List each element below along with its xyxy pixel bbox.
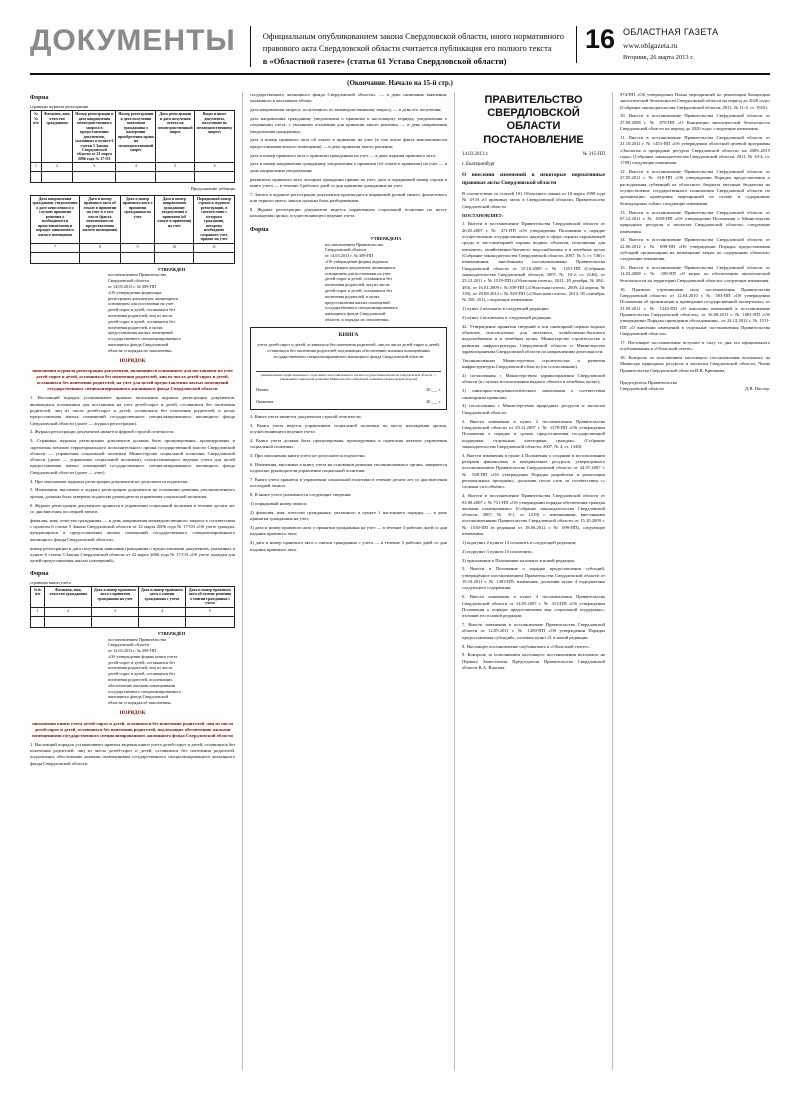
col2-approval-line-5: регистрации документов, являющихся (324, 264, 396, 270)
kniga-start-year: 20 ___ г. (426, 387, 441, 393)
th-5: Виды и иные документы, получению по межведомственному запросу (195, 111, 235, 163)
order-paragraph-0: 1. Настоящий порядок устанавливает правила заполнения журнала регистрации документов, являющихся основанием для постановки на учет детей-сирот и детей, оставшихся без попечения родителей, лиц из числа детей-сирот и детей, оставшихся без попечения родителей, в целях предоставления жилых помещений государственного специализированного жилищного фонда Свердловской области (далее — журнал регистрации). (30, 395, 235, 426)
decree-paragraph-0: В соответствии со статьей 101 Областного закона от 10 марта 1999 года № 4-ОЗ «О правовых актах в Свердловской области» Правительство Свердловской области (462, 191, 605, 209)
col2-approval-line-12: государственного специализированного (324, 305, 398, 311)
col2-after-0: 2. Книга учета является документом строгой отчетности. (250, 413, 362, 419)
form-subtitle: страницы журнала регистрации (30, 104, 89, 110)
col4-paragraph-3: 12. Внести в постановление Правительства Свердловской области от 27.05.2011 г. № 610-ПП «Об утверждении Порядка предоставления и расходования субвенций из областного бюджета местным бюджетам на осуществление государственного полномочия Свердловской области по организации проведения мероприятий по отлову и содержанию безнадзорных собак» следующие изменения. (620, 169, 770, 206)
order-paragraph-7: номер регистрации и дата получения заявления гражданина о предоставлении документов, указанных в пункте 6 статьи 5 Закона Свердловской области от 22 марта 2006 года № 17-ОЗ «Об учете граждан для целей предоставления жилых помещений». (30, 545, 235, 564)
approval-line-14: области, и порядка их заполнения» (107, 347, 173, 353)
col4-paragraph-1: 10. Внести в постановление Правительства Свердловской области от 27.08.2008 г. № 879-ПП «О Концепции экологической безопасности Свердловской области на период до 2020 года» следующие изменения. (620, 113, 770, 132)
table-row (31, 252, 235, 263)
column-1 (30, 92, 242, 1070)
th-3: Номер регистрации и дата получения заявления гражданина о намерении приобретения права на межведомственный запрос (116, 111, 156, 163)
col4-paragraph-2: 11. Внести в постановление Правительства Свердловской области от 21.10.2011 г. № 1453-ПП «Об утверждении областной целевой программы «Экология и природные ресурсы Свердловской области» на 2009–2015 годы» (Собрание законодательства Свердловской области, 2011, № 10-4, ст. 1789) следующие изменения. (620, 134, 770, 166)
col2-paragraph-2: дата и номер правового акта об отказе в принятии на учет (в том числе факта невозможности предоставления жилого помещения) — в день принятия такого решения; (250, 137, 447, 149)
col2-num-4: 11 (194, 243, 235, 252)
th-4: Дата регистрации и дата получения ответа на межведомственный запрос (156, 111, 195, 163)
approval-line-2: Свердловской области (107, 278, 149, 284)
col2-after-9: 3) дата и номер правового акта о принятии гражданина на учет — в течение 3 рабочих дней со дня издания правового акта; (250, 525, 447, 537)
kniga-start-label: Начата (256, 387, 269, 393)
col2-after-2: 4. Книга учета должна быть пронумерована, прошнурована и скреплена печатью управления социальной политики. (250, 437, 447, 450)
decree-paragraph-14: 2) подпункт 3 пункта 15 исключить; (462, 548, 533, 554)
kniga-blank-line[interactable] (256, 365, 441, 372)
col2-approval-line-9: детей-сирот и детей, оставшихся без (324, 287, 392, 293)
decree-paragraph-18: 7. Внести изменения в постановление Правительства Свердловской области от 12.09.2011 г. № 1200-ПП «Об утверждении Порядка предоставления субсидий», изложив пункт 21 в новой редакции. (462, 622, 605, 640)
table-header-row (31, 586, 235, 607)
decree-paragraph-15: 3) приложение к Положению изложить в новой редакции. (462, 557, 576, 563)
th-2: Номер регистрации и дата направления межведомственного запроса в предоставлении документов, указанных в пункте 6 статьи 5 Закона Свердловской области от 22 марта 2006 года № 17-ОЗ (73, 111, 116, 163)
decree-paragraph-11: 3. Внести изменения в пункт 4 Положения о создании и использовании резервов финансовых и материальных ресурсов, утвержденного постановлением Правительства Свердловской области от 24.07.2007 г. № 928-ПП «Об утверждении Порядка разработки и реализации региональных программ», дополнив после слов «в соответствии с» словами «и в объёме». (462, 452, 605, 490)
decree-paragraph-5: 42. Утверждение принятия сведений в зон санитарной охраны водных объектов, используемых для питьевого, хозяйственно-бытового водоснабжения и в лечебных целях, Министерство строительства и развития инфраструктуры Свердловской области и Министерство здравоохранения Свердловской области по направлениям деятельности. (462, 323, 605, 355)
approval2-line-6: попечения родителей, лиц из числа (107, 665, 173, 671)
approval-line-4: «Об утверждении формуляра (107, 289, 162, 295)
decree-paragraph-13: 1) подпункт 2 пункта 15 изложить в следующей редакции; (462, 539, 577, 545)
col3-num-2: 3 (92, 607, 139, 616)
masthead-subtitle-line2: правового акта Свердловской области считается публикация его полного текста (262, 43, 552, 54)
gov-line-0: ПРАВИТЕЛЬСТВО (484, 93, 583, 106)
order-2-body: 1. Настоящий порядок устанавливает правила ведения книги учета детей-сирот и детей, оставшихся без попечения родителей, лиц из числа детей-сирот и детей, оставшихся без попечения родителей, подлежащих обеспечению жилыми помещениями государственного специализированного жилищного фонда Свердловской области. (30, 741, 235, 766)
col2-approval-line-0: УТВЕРЖДЕНА (370, 235, 402, 241)
page-title: ДОКУМЕНТЫ (30, 24, 236, 57)
col2-after-3: 5. При заполнении книги учета не допускаются подчистки. (250, 453, 366, 459)
table-row (31, 243, 235, 252)
table-header-row (31, 195, 235, 243)
order-paragraph-4: 5. Изменения, вносимые в журнал регистрации документов на основании решения уполномоченного органа, должны быть заверены подписью руководителя управления социальной политики. (30, 487, 235, 499)
th2-2: Дата и номер правового акта о принятии гражданина на учет (120, 195, 155, 243)
col2-approval-line-13: жилищного фонда Свердловской (324, 311, 386, 317)
col4-paragraph-6: 15. Внести в постановление Правительства Свердловской области от 14.03.2008 г. № 189-ПП «О мерах по обеспечению экологической безопасности на территории Свердловской области» следующие изменения. (620, 265, 770, 283)
col2-paragraph-0: дата направления запроса, полученного по межведомственному запросу, — в день его получения; (250, 107, 442, 113)
col3-num-1: 2 (45, 607, 92, 616)
col2-paragraph-5: реквизиты правового акта, которым гражданин принят на учет, дата и порядковый номер строки в книге учета — в течение 3 рабочих дней со дня принятия гражданина на учет. (250, 176, 447, 188)
th2-0: Дата направления гражданину уведомления о дате зачисления и о случаях принятия решения о необходимости приостановления и порядке занимаемого жилого помещения (31, 195, 80, 243)
col2-approval-line-6: основанием для постановки на учет (324, 270, 391, 276)
table-header-row (31, 111, 235, 163)
th-0: №№ п/п (31, 111, 42, 163)
kniga-form-box (250, 327, 447, 410)
decree-paragraph-2: 1. Внести в постановление Правительства Свердловской области от 26.05.2007 г. № 471-ПП «Об утверждении Положения о порядке осуществления государственного надзора в сфере охраны окружающей среды и эко-санитарной охраны водных объектов, исполнения для питьевого, хозяйственно-бытового водоснабжения и в лечебных целях (Собрание законодательства Свердловской области, 2007, № 5, ст. 746) с изменениями, внесёнными постановлениями Правительства Свердловской области от 15.10.2009 г. № 1251-ПП (Собрание законодательства Свердловской области, 2007, № 10-2, ст. 2146), от 25.12.2011 г. № 1519-ПП («Областная газета», 2011, 28 декабря, № 494–493), от 16.01.2009 г. № 839-ПП («Областная газета», 2009, 24 апреля, № 118), от 29.08.2012 г. № 929-ПП («Областная газета», 2012, 05 сентября, № 350–351), следующие изменения: (462, 221, 605, 303)
decree-city: г. Екатеринбург (462, 161, 496, 167)
decree-paragraph-9: 4) согласования с Министерством природных ресурсов и экологии Свердловской области. (462, 403, 605, 415)
table-row (31, 607, 235, 616)
signature-title: Председатель Правительства (620, 379, 677, 385)
th2-3: Дата и номер направления гражданину уведомления о принятии (об отказе в принятии) на учет (155, 195, 194, 243)
decree-meta (462, 152, 605, 159)
approval2-line-1: постановлением Правительства (107, 636, 167, 642)
col4-paragraph-5: 14. Внести в постановление Правительства Свердловской области от 22.06.2012 г. № 698-ПП «Об утверждении Порядка предоставления субсидий организациям на возмещение затрат по содержанию объектов» следующие изменения. (620, 237, 770, 262)
col2-num-2: 9 (120, 243, 155, 252)
column-3 (454, 92, 612, 1070)
masthead-subtitle (250, 26, 568, 67)
form-subtitle-2: страницы книги учета (30, 579, 71, 585)
approval-line-10: попечения родителей, в целях (107, 324, 163, 330)
col2-after-4: 6. Изменения, вносимые в книгу учета на основании решения уполномоченного органа, заверяются подписью руководителя управления социальной политики. (250, 461, 447, 474)
signature-name: Д.В. Паслер. (745, 386, 770, 392)
order-paragraph-6: фамилия, имя, отчество гражданина — в день направления межведомственного запроса в соответствии с пунктом 6 статьи 5 Закона Свердловской области от 22 марта 2006 года № 17-ОЗ «Об учете граждан, нуждающихся в предоставлении жилых помещений государственного специализированного жилищного фонда Свердловской области»; (30, 517, 235, 542)
approval-line-5: регистрации документов, являющихся (107, 295, 179, 301)
kniga-subtitle: учета детей-сирот и детей, оставшихся без попечения родителей, лиц из числа детей-сирот и детей, оставшихся без попечения родителей, подлежащих обеспечению жилыми помещениями государственного специализированного жилищного фонда Свердловской области (257, 342, 440, 360)
approval-line-8: попечения родителей, лиц из числа (107, 313, 173, 318)
continuation-note: (Окончание. Начало на 15-й стр.) (347, 78, 453, 87)
col2-approval-line-8: попечения родителей, лиц из числа (324, 282, 390, 288)
col3-num-0: 1 (31, 607, 45, 616)
col2-num-1: 8 (79, 243, 120, 252)
order-paragraph-2: 3. Страницы журнала регистрации документов должны быть пронумерованы, прошнурованы и скреплены печатью территориального исполнительного органа государственной власти Свердловской области — управления социальной политики Министерства социальной политики Свердловской области (далее — управление социальной политики), осуществляющего ведение учета для целей предоставления жилых помещений государственного специализированного жилищного фонда Свердловской области (далее — учет). (30, 438, 235, 475)
col2-approval-line-11: предоставления жилых помещений (324, 299, 390, 305)
col2-paragraph-3: дата и номер правового акта о принятии гражданина на учет — в день издания правового акта; (250, 152, 436, 158)
order-paragraph-1: 2. Журнал регистрации документов является формой строгой отчетности. (30, 429, 175, 435)
col2-after-1: 3. Книга учета ведется управлением социальной политики по месту нахождения органа, осуществляющего ведение учета. (250, 422, 447, 435)
col-num-4: 5 (156, 163, 195, 172)
col3-num-3: 4 (139, 607, 186, 616)
approval2-line-5: детей-сирот и детей, оставшихся без (107, 659, 176, 665)
decree-paragraph-12: 4. Внести в постановление Правительства Свердловской области от 03.08.2007 г. № 731-ПП «Об утверждении порядка обеспечения граждан жилыми помещениями» (Собрание законодательства Свердловской области, 2007, № 8-1, ст. 1239) с изменениями, внесенными постановлениями Правительства Свердловской области от 15.10.2009 г. № 1550-ПП (в редакции от 18.06.2012 г. № 699-ПП), следующие изменения: (462, 493, 605, 537)
approval-line-7: детей-сирот и детей, оставшихся без (107, 307, 176, 313)
col4-paragraph-7: 16. Признать утратившими силу постановления Правительства Свердловской области: от 12.04.2010 г. № 583-ПП «Об утверждении Положения об организации и проведении государственной экспертизы»; от 21.09.2011 г. № 1243-ПП «О внесении изменений в постановление Правительства Свердловской области»; от 16.08.2011 г. № 1081-ПП «Об утверждении Порядка проведения обследования»; от 24.12.2012 г. № 1511-ПП «О внесении изменений в отдельные постановления Правительства Свердловской области». (620, 286, 770, 336)
th3-2: Дата и номер правового акта о принятии гражданина на учет (92, 586, 139, 607)
decree-paragraph-17: 6. Внести изменения в пункт 4 постановления Правительства Свердловской области от 14.05.2007 г. № 313-ПП «Об утверждении Положения о порядке предоставления мер социальной поддержки», изложив его в новой редакции. (462, 594, 605, 619)
col2-form-label: Форма (250, 226, 269, 233)
col2-approval-line-1: постановлением Правительства (324, 241, 383, 247)
table-continuation-caption: Продолжение таблицы (190, 186, 235, 192)
col4-paragraph-4: 13. Внести в постановление Правительства Свердловской области от 07.12.2011 г. № 1658-ПП «Об утверждении Положения о Министерстве природных ресурсов и экологии Свердловской области» следующие изменения. (620, 209, 770, 234)
order-paragraph-5: 6. Журнал регистрации документов хранится в управлении социальной политики в течение десяти лет со дня внесения последней записи. (30, 502, 235, 514)
approval-line-13: жилищного фонда Свердловской (107, 341, 169, 347)
approval2-line-4: «Об утверждении формы книги учета (107, 653, 178, 659)
col3-num-4: 5 (185, 607, 234, 616)
th3-1: Фамилия, имя, отчество гражданина (45, 586, 92, 607)
col-num-0: 1 (31, 163, 42, 172)
decree-number: № 315-ПП (582, 151, 605, 157)
approval2-line-0: УТВЕРЖДЁН (157, 630, 186, 636)
decree-paragraph-7: 2) согласования с Министерством здравоохранения Свердловской области (в случаях использования водного объекта в лечебных целях); (462, 373, 605, 385)
gov-line-2: ПОСТАНОВЛЕНИЕ (483, 133, 584, 146)
masthead-subtitle-line3: в «Областной газете» (статья 61 Устава Свердловской области) (262, 55, 507, 66)
col4-paragraph-8: 17. Настоящее постановление вступает в силу со дня его официального опубликования в «Областной газете». (620, 339, 770, 352)
col2-paragraph-1: дата направления гражданину уведомления о принятии к настоящему порядку, уведомления о сохранении учета, с указанием основания для принятия такого решения, — в день направления уведомления гражданину; (250, 115, 447, 134)
book-of-record-table (30, 586, 235, 628)
approval2-line-7: детей-сирот и детей, оставшихся без (107, 671, 176, 677)
approval-block-2 (108, 631, 235, 706)
table-row (31, 616, 235, 627)
col2-approval-line-2: Свердловской области (324, 247, 366, 253)
order-subtitle: заполнения журнала регистрации документов, являющихся основанием для постановки на учет детей-сирот и детей, оставшихся без попечения родителей, лиц из числа детей-сирот и детей, оставшихся без попечения родителей, на учет для целей предоставления жилых помещений государственного специализированного жилищного фонда Свердловской области (32, 368, 233, 392)
decree-paragraph-19: 8. Настоящее постановление опубликовать в «Областной газете». (462, 643, 591, 649)
paper-website[interactable]: www.oblgazeta.ru (623, 40, 678, 50)
col2-approval-line-3: от 14.03.2013 г. № 309-ПП (324, 253, 374, 259)
kniga-title: КНИГА (338, 331, 359, 338)
approval-line-11: предоставления жилых помещений (107, 330, 173, 336)
col-num-5: 6 (195, 163, 235, 172)
col2-after-7: 1) порядковый номер записи; (250, 501, 308, 507)
decree-paragraph-10: 2. Внести изменения в пункт 2 постановления Правительства Свердловской области от 29.12.2007 г. № 1378-ПП «Об утверждении Положения о порядке и сроках предоставления государственной поддержки отдельным категориям граждан» (Собрание законодательства Свердловской области, 2007, № 4, ст. 1348). (462, 418, 605, 449)
th3-3: Дата и номер правового акта о снятии гражданина с учета (139, 586, 186, 607)
masthead-subtitle-line1: Официальным опубликованием закона Свердловской области, иного нормативного (262, 31, 564, 41)
col2-top-text: государственного жилищного фонда Свердловской области», — в день окончания заявления, указанного в настоящем абзаце; (250, 91, 447, 104)
th-1: Фамилия, имя, отчество гражданина (41, 111, 73, 163)
column-2 (242, 92, 454, 1070)
form-label: Форма (30, 94, 49, 101)
decree-title: О внесении изменений в некоторые нормативные правовые акты Свердловской области (462, 172, 605, 186)
columns-container (30, 92, 770, 1070)
th3-4: Дата и номер правового акта об отмене решения о снятии гражданина с учета (185, 586, 234, 607)
col4-paragraph-0: 974-ПП «Об утверждении Плана мероприятий по реализации Концепции экологической безопасности Свердловской области на период до 2020 года» (Собрание законодательства Свердловской области, 2011, № 11-4, ст. 1925). (620, 91, 770, 110)
decree-paragraph-1: ПОСТАНОВЛЯЕТ: (462, 212, 504, 218)
col2-num-3: 10 (155, 243, 194, 252)
col2-after-5: 7. Книга учета хранится в управлении социальной политики в течение десяти лет со дня внесения последней записи. (250, 477, 447, 489)
kniga-blank-note: (наименование территориального отраслевого исполнительного органа государственной власти Свердловской области — управления социальной политики Министерства социальной политики Свердловской области) (260, 373, 437, 382)
col2-approval-line-14: области, и порядка их заполнения» (324, 316, 390, 322)
order-2-subtitle: заполнения книги учета детей-сирот и детей, оставшихся без попечения родителей, лиц из числа детей-сирот и детей, оставшихся без попечения родителей, подлежащих обеспечению жилыми помещениями государственного специализированного жилищного фонда Свердловской области (31, 720, 234, 738)
column-4 (612, 92, 770, 1070)
col-num-3: 4 (116, 163, 156, 172)
approval2-line-12: области, и порядка её заполнения» (107, 700, 172, 706)
approval-line-12: государственного специализированного (107, 336, 181, 342)
approval2-line-10: государственного специализированного (107, 688, 181, 694)
approval2-line-3: от 14.03.2013 г. № 309-ПП (107, 648, 157, 654)
order-2-title: ПОРЯДОК (119, 710, 146, 717)
col2-approval-line-10: попечения родителей, в целях (324, 293, 380, 299)
col2-paragraph-4: дата и номер направления гражданину уведомления о принятии (об отказе в принятии) на учет — в день направления уведомления; (250, 161, 447, 173)
signature-region: Свердловской области (620, 386, 664, 392)
col2-approval-line-7: детей-сирот и детей, оставшихся без (324, 276, 392, 282)
order-paragraph-3: 4. При заполнении журнала регистрации документов не допускаются подчистки. (30, 478, 189, 484)
col2-paragraph-6: 7. Запись в журнале регистрации документов производится шариковой ручкой синего, фиолетового или черного цвета, записи должны быть разборчивыми. (250, 191, 447, 204)
table-row (31, 172, 235, 183)
th2-1: Дата и номер правового акта об отказе в принятии на учет и о том числе (факта невозможности предоставления жилого помещения) (79, 195, 120, 243)
government-header (462, 94, 605, 147)
paper-name: ОБЛАСТНАЯ ГАЗЕТА (623, 27, 719, 37)
issue-date: Вторник, 26 марта 2013 г. (623, 53, 694, 61)
masthead (30, 26, 770, 75)
signature-block (620, 380, 770, 393)
decree-paragraph-3: 1) пункт 2 изложить в следующей редакции: (462, 306, 550, 312)
approval-line-6: основанием для постановки на учет (107, 301, 174, 307)
registration-journal-table (30, 110, 235, 183)
col2-after-10: 4) дата и номер правового акта о снятии гражданина с учета — в течение 3 рабочих дней со дня издания правового акта. (250, 540, 447, 552)
decree-date: 14.03.2013 г. (462, 151, 489, 157)
col-num-1: 2 (41, 163, 73, 172)
registration-journal-table-continued (30, 195, 235, 264)
approval2-line-9: обеспечению жилыми помещениями (107, 682, 176, 688)
order-title: ПОРЯДОК (119, 357, 146, 364)
approval2-line-8: попечения родителей, подлежащих (107, 677, 173, 683)
decree-paragraph-20: 9. Контроль за исполнением настоящего постановления возложить на Первого Заместителя Председателя Правительства Свердловской области В.А. Власова. (462, 652, 605, 671)
th2-4: Порядковый номер строки в журнале регистрации, в соответствии с которым гражданин, которому необходимо сохранить учет, принят на учет (194, 195, 235, 243)
issue-number: 16 (585, 24, 616, 54)
col2-paragraph-7: 8. Журнал регистрации документов ведется управлением социальной политики по месту нахождения органа, осуществляющего ведение учета. (250, 206, 447, 219)
decree-paragraph-8: 3) санитарно-эпидемиологического заключения о соответствии санитарным правилам; (462, 388, 605, 400)
table-row (31, 163, 235, 172)
approval-block-1 (108, 267, 235, 354)
col2-after-8: 2) фамилия, имя, отчество гражданина, указанного в пункте 1 настоящего порядка, — в день принятия гражданина на учет; (250, 509, 447, 522)
approval2-line-2: Свердловской области (107, 642, 149, 648)
col4-paragraph-9: 18. Контроль за исполнением настоящего постановления возложить на Министра природных ресурсов и экологии Свердловской области, Члена Правительства Свердловской области И.В. Крючкова. (620, 354, 770, 373)
approval-line-9: детей-сирот и детей, оставшихся без (107, 318, 176, 324)
decree-paragraph-16: 5. Внести в Положение о порядке предоставления субсидий, утверждённое постановлением Правительства Свердловской области от 19.10.2011 г. № 1383-ПП, изменения, дополнив пункт 4 подпунктами следующего содержания. (462, 566, 605, 591)
decree-paragraph-6: Уполномоченное Министерством строительства и развития инфраструктуры Свердловской области (по согласованию). (462, 357, 605, 370)
kniga-end-year: 20 ___ г. (426, 399, 441, 405)
approval-line-1: постановлением Правительства (107, 272, 167, 278)
col2-approval-block (325, 236, 447, 323)
gov-line-1: СВЕРДЛОВСКОЙ ОБЛАСТИ (487, 107, 580, 133)
approval2-line-11: жилищного фонда Свердловской (107, 694, 169, 700)
col-num-2: 3 (73, 163, 116, 172)
col2-after-6: 8. В книге учета указываются следующие сведения: (250, 492, 352, 498)
approval-line-0: УТВЕРЖДЁН (157, 266, 186, 272)
kniga-end-label: Окончена (256, 399, 274, 405)
th3-0: №№ п/п (31, 586, 45, 607)
col2-approval-line-4: «Об утверждении формы журнала (324, 258, 388, 264)
masthead-right (576, 26, 770, 63)
decree-paragraph-4: 2) пункт 2 исключить в следующей редакции; (462, 314, 552, 320)
kniga-dates (256, 387, 441, 393)
approval-line-3: от 14.03.2013 г. № 309-ПП (107, 284, 157, 290)
col2-num-0: 7 (31, 243, 80, 252)
kniga-dates-end (256, 399, 441, 405)
form-label-2: Форма (30, 570, 49, 577)
